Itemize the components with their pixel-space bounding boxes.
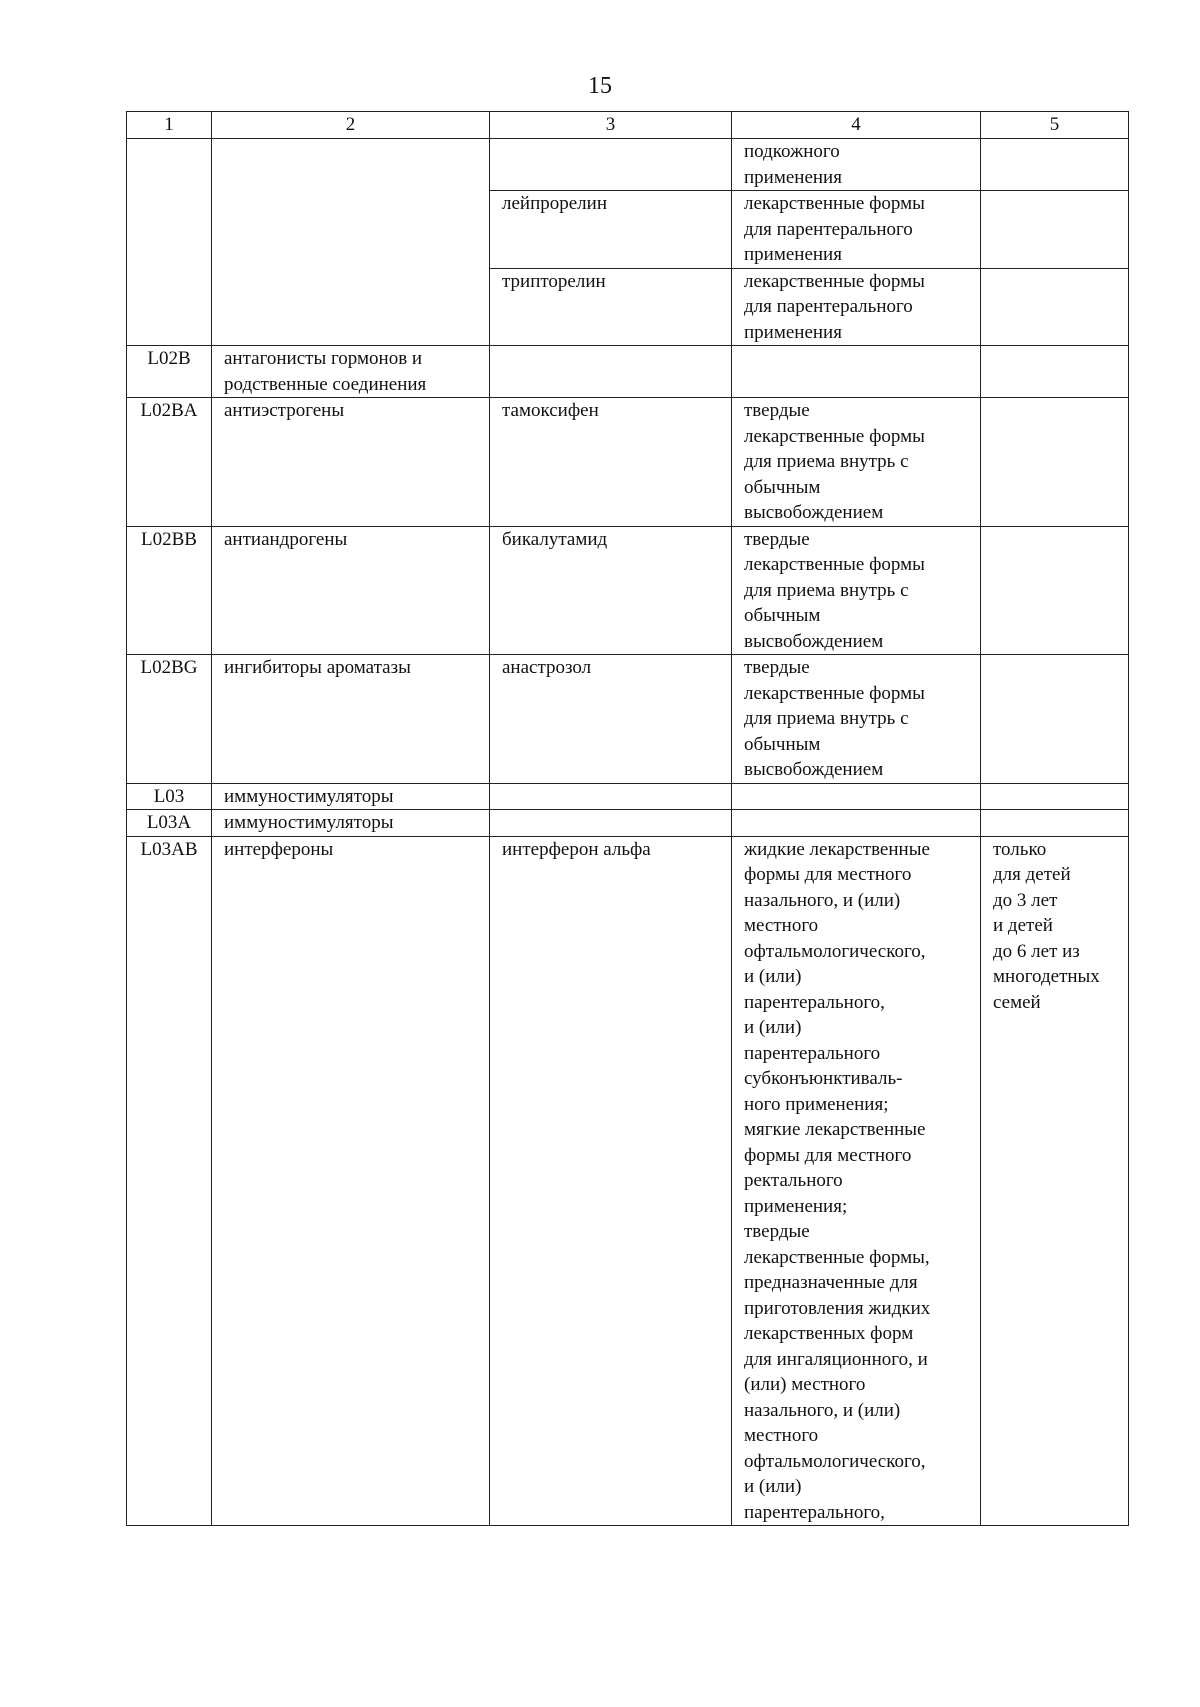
note-cell	[981, 655, 1129, 784]
code-cell: L02BG	[127, 655, 212, 784]
drug-cell: интерферон альфа	[490, 836, 732, 1526]
code-cell	[127, 139, 212, 346]
dosage-form-cell: жидкие лекарственные формы для местного назального, и (или) местного офтальмологического, и (или) парентерального, и (или) парентерального субконъюнктиваль- ного применения; мягкие лекарственные формы для местного ректального применения; твердые лекарственные формы, предназначенные для приготовления жидких лекарственных форм для ингаляционного, и (или) местного назального, и (или) местного офтальмологического, и (или) парентерального,	[732, 836, 981, 1526]
note-cell	[981, 268, 1129, 346]
note-cell	[981, 783, 1129, 810]
dosage-form-cell: твердые лекарственные формы для приема внутрь с обычным высвобождением	[732, 655, 981, 784]
group-cell: иммуностимуляторы	[212, 783, 490, 810]
note-cell	[981, 346, 1129, 398]
group-cell: интерфероны	[212, 836, 490, 1526]
table-row	[127, 836, 1129, 1526]
table-row	[127, 783, 1129, 810]
code-cell: L02BA	[127, 398, 212, 527]
group-cell	[212, 139, 490, 346]
header-row	[127, 112, 1129, 139]
code-cell: L03AB	[127, 836, 212, 1526]
table-row	[127, 398, 1129, 527]
code-cell: L02BB	[127, 526, 212, 655]
code-cell: L03A	[127, 810, 212, 837]
code-cell: L02B	[127, 346, 212, 398]
header-col-1: 1	[127, 112, 212, 139]
group-cell: антиэстрогены	[212, 398, 490, 527]
note-cell	[981, 526, 1129, 655]
group-cell: иммуностимуляторы	[212, 810, 490, 837]
table-row	[127, 526, 1129, 655]
header-col-2: 2	[212, 112, 490, 139]
dosage-form-cell: лекарственные формы для парентерального применения	[732, 191, 981, 269]
table-row	[127, 346, 1129, 398]
code-cell: L03	[127, 783, 212, 810]
drug-cell: бикалутамид	[490, 526, 732, 655]
group-cell: антиандрогены	[212, 526, 490, 655]
drug-cell	[490, 783, 732, 810]
drug-cell: трипторелин	[490, 268, 732, 346]
medication-table	[126, 111, 1129, 1526]
note-cell	[981, 810, 1129, 837]
drug-cell: тамоксифен	[490, 398, 732, 527]
drug-cell: лейпрорелин	[490, 191, 732, 269]
group-cell: ингибиторы ароматазы	[212, 655, 490, 784]
note-cell	[981, 139, 1129, 191]
drug-cell: анастрозол	[490, 655, 732, 784]
header-col-5: 5	[981, 112, 1129, 139]
page-number: 15	[588, 73, 612, 99]
drug-cell	[490, 139, 732, 191]
dosage-form-cell: твердые лекарственные формы для приема внутрь с обычным высвобождением	[732, 398, 981, 527]
drug-cell	[490, 346, 732, 398]
dosage-form-cell	[732, 810, 981, 837]
note-cell: только для детей до 3 лет и детей до 6 лет из многодетных семей	[981, 836, 1129, 1526]
dosage-form-cell	[732, 783, 981, 810]
note-cell	[981, 191, 1129, 269]
dosage-form-cell: подкожного применения	[732, 139, 981, 191]
header-col-4: 4	[732, 112, 981, 139]
dosage-form-cell: твердые лекарственные формы для приема внутрь с обычным высвобождением	[732, 526, 981, 655]
drug-cell	[490, 810, 732, 837]
dosage-form-cell: лекарственные формы для парентерального применения	[732, 268, 981, 346]
dosage-form-cell	[732, 346, 981, 398]
header-col-3: 3	[490, 112, 732, 139]
table-row	[127, 810, 1129, 837]
table-row	[127, 139, 1129, 191]
group-cell: антагонисты гормонов и родственные соединения	[212, 346, 490, 398]
note-cell	[981, 398, 1129, 527]
table-row	[127, 655, 1129, 784]
